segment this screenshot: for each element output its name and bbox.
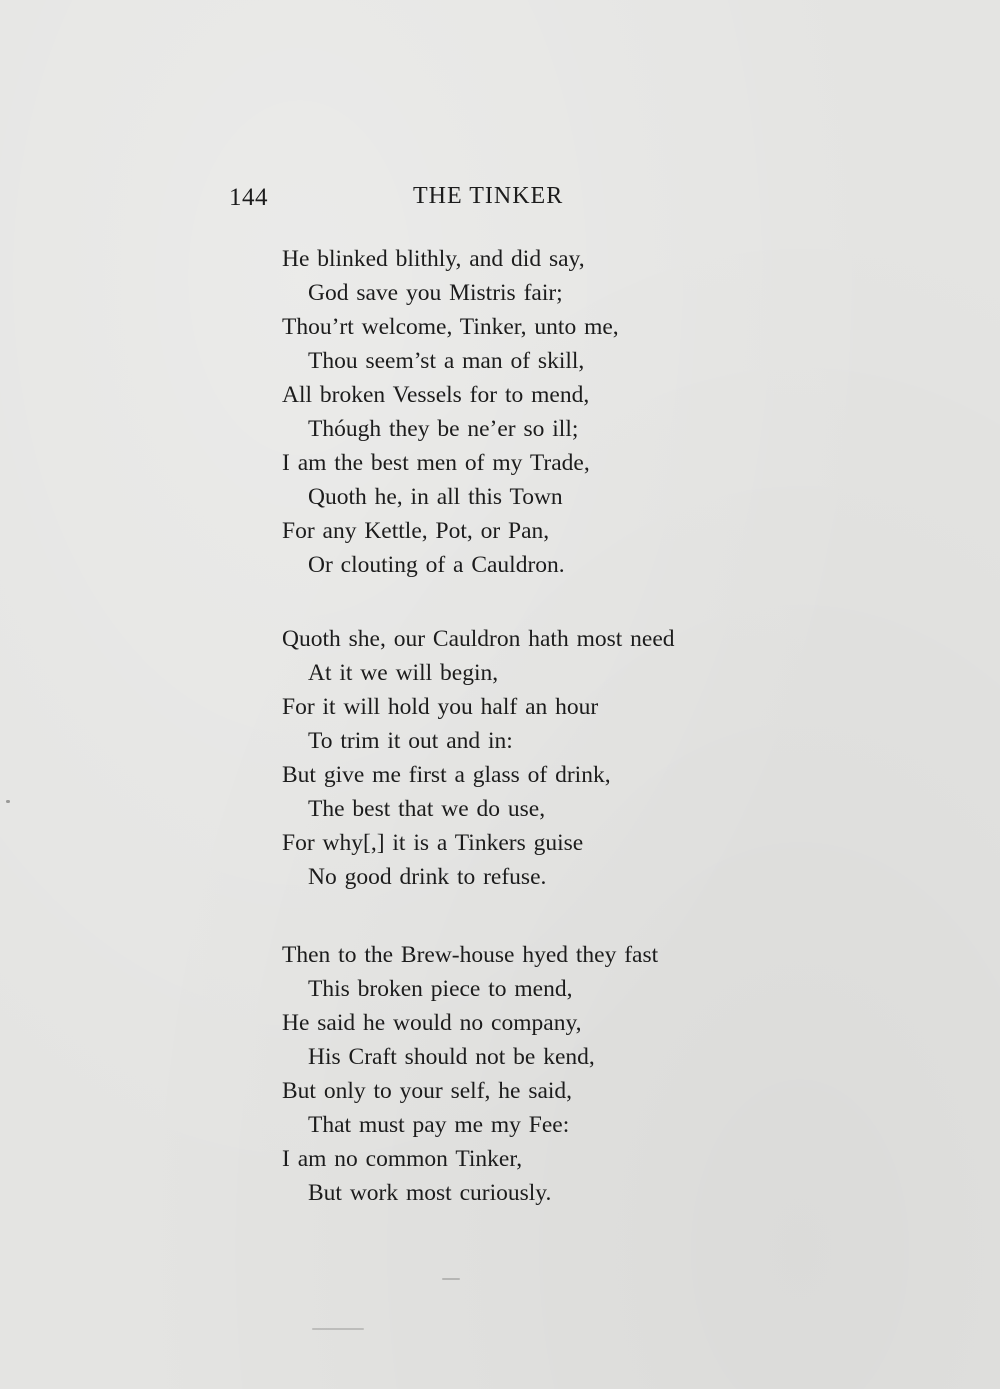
verse-line: He blinked blithly, and did say, bbox=[282, 246, 585, 272]
verse-line: I am the best men of my Trade, bbox=[282, 450, 590, 476]
paper-speck bbox=[442, 1278, 460, 1280]
verse-line: But only to your self, he said, bbox=[282, 1078, 573, 1104]
verse-line: Quoth she, our Cauldron hath most need bbox=[282, 626, 675, 652]
verse-line: For why[,] it is a Tinkers guise bbox=[282, 830, 584, 856]
verse-line: That must pay me my Fee: bbox=[308, 1112, 570, 1138]
verse-line: At it we will begin, bbox=[308, 660, 499, 686]
paper-speck bbox=[6, 800, 10, 803]
running-title: THE TINKER bbox=[413, 183, 564, 209]
verse-line: Thou’rt welcome, Tinker, unto me, bbox=[282, 314, 619, 340]
verse-line: God save you Mistris fair; bbox=[308, 280, 563, 306]
verse-line: Quoth he, in all this Town bbox=[308, 484, 563, 510]
stanza-1 bbox=[282, 242, 782, 582]
verse-line: This broken piece to mend, bbox=[308, 976, 573, 1002]
verse-line: I am no common Tinker, bbox=[282, 1146, 523, 1172]
verse-line: To trim it out and in: bbox=[308, 728, 513, 754]
verse-line: For any Kettle, Pot, or Pan, bbox=[282, 518, 550, 544]
verse-line: Or clouting of a Cauldron. bbox=[308, 552, 565, 578]
verse-line: For it will hold you half an hour bbox=[282, 694, 599, 720]
verse-line: No good drink to refuse. bbox=[308, 864, 547, 890]
verse-line: All broken Vessels for to mend, bbox=[282, 382, 590, 408]
stanza-2 bbox=[282, 622, 782, 894]
verse-line: But work most curiously. bbox=[308, 1180, 552, 1206]
page-number: 144 bbox=[229, 184, 268, 211]
paper-speck bbox=[312, 1328, 364, 1330]
verse-line: He said he would no company, bbox=[282, 1010, 582, 1036]
verse-line: His Craft should not be kend, bbox=[308, 1044, 595, 1070]
verse-line: Thóugh they be ne’er so ill; bbox=[308, 416, 579, 442]
verse-line: The best that we do use, bbox=[308, 796, 546, 822]
stanza-3 bbox=[282, 938, 782, 1210]
verse-line: But give me first a glass of drink, bbox=[282, 762, 611, 788]
verse-line: Thou seem’st a man of skill, bbox=[308, 348, 585, 374]
verse-line: Then to the Brew-house hyed they fast bbox=[282, 942, 659, 968]
